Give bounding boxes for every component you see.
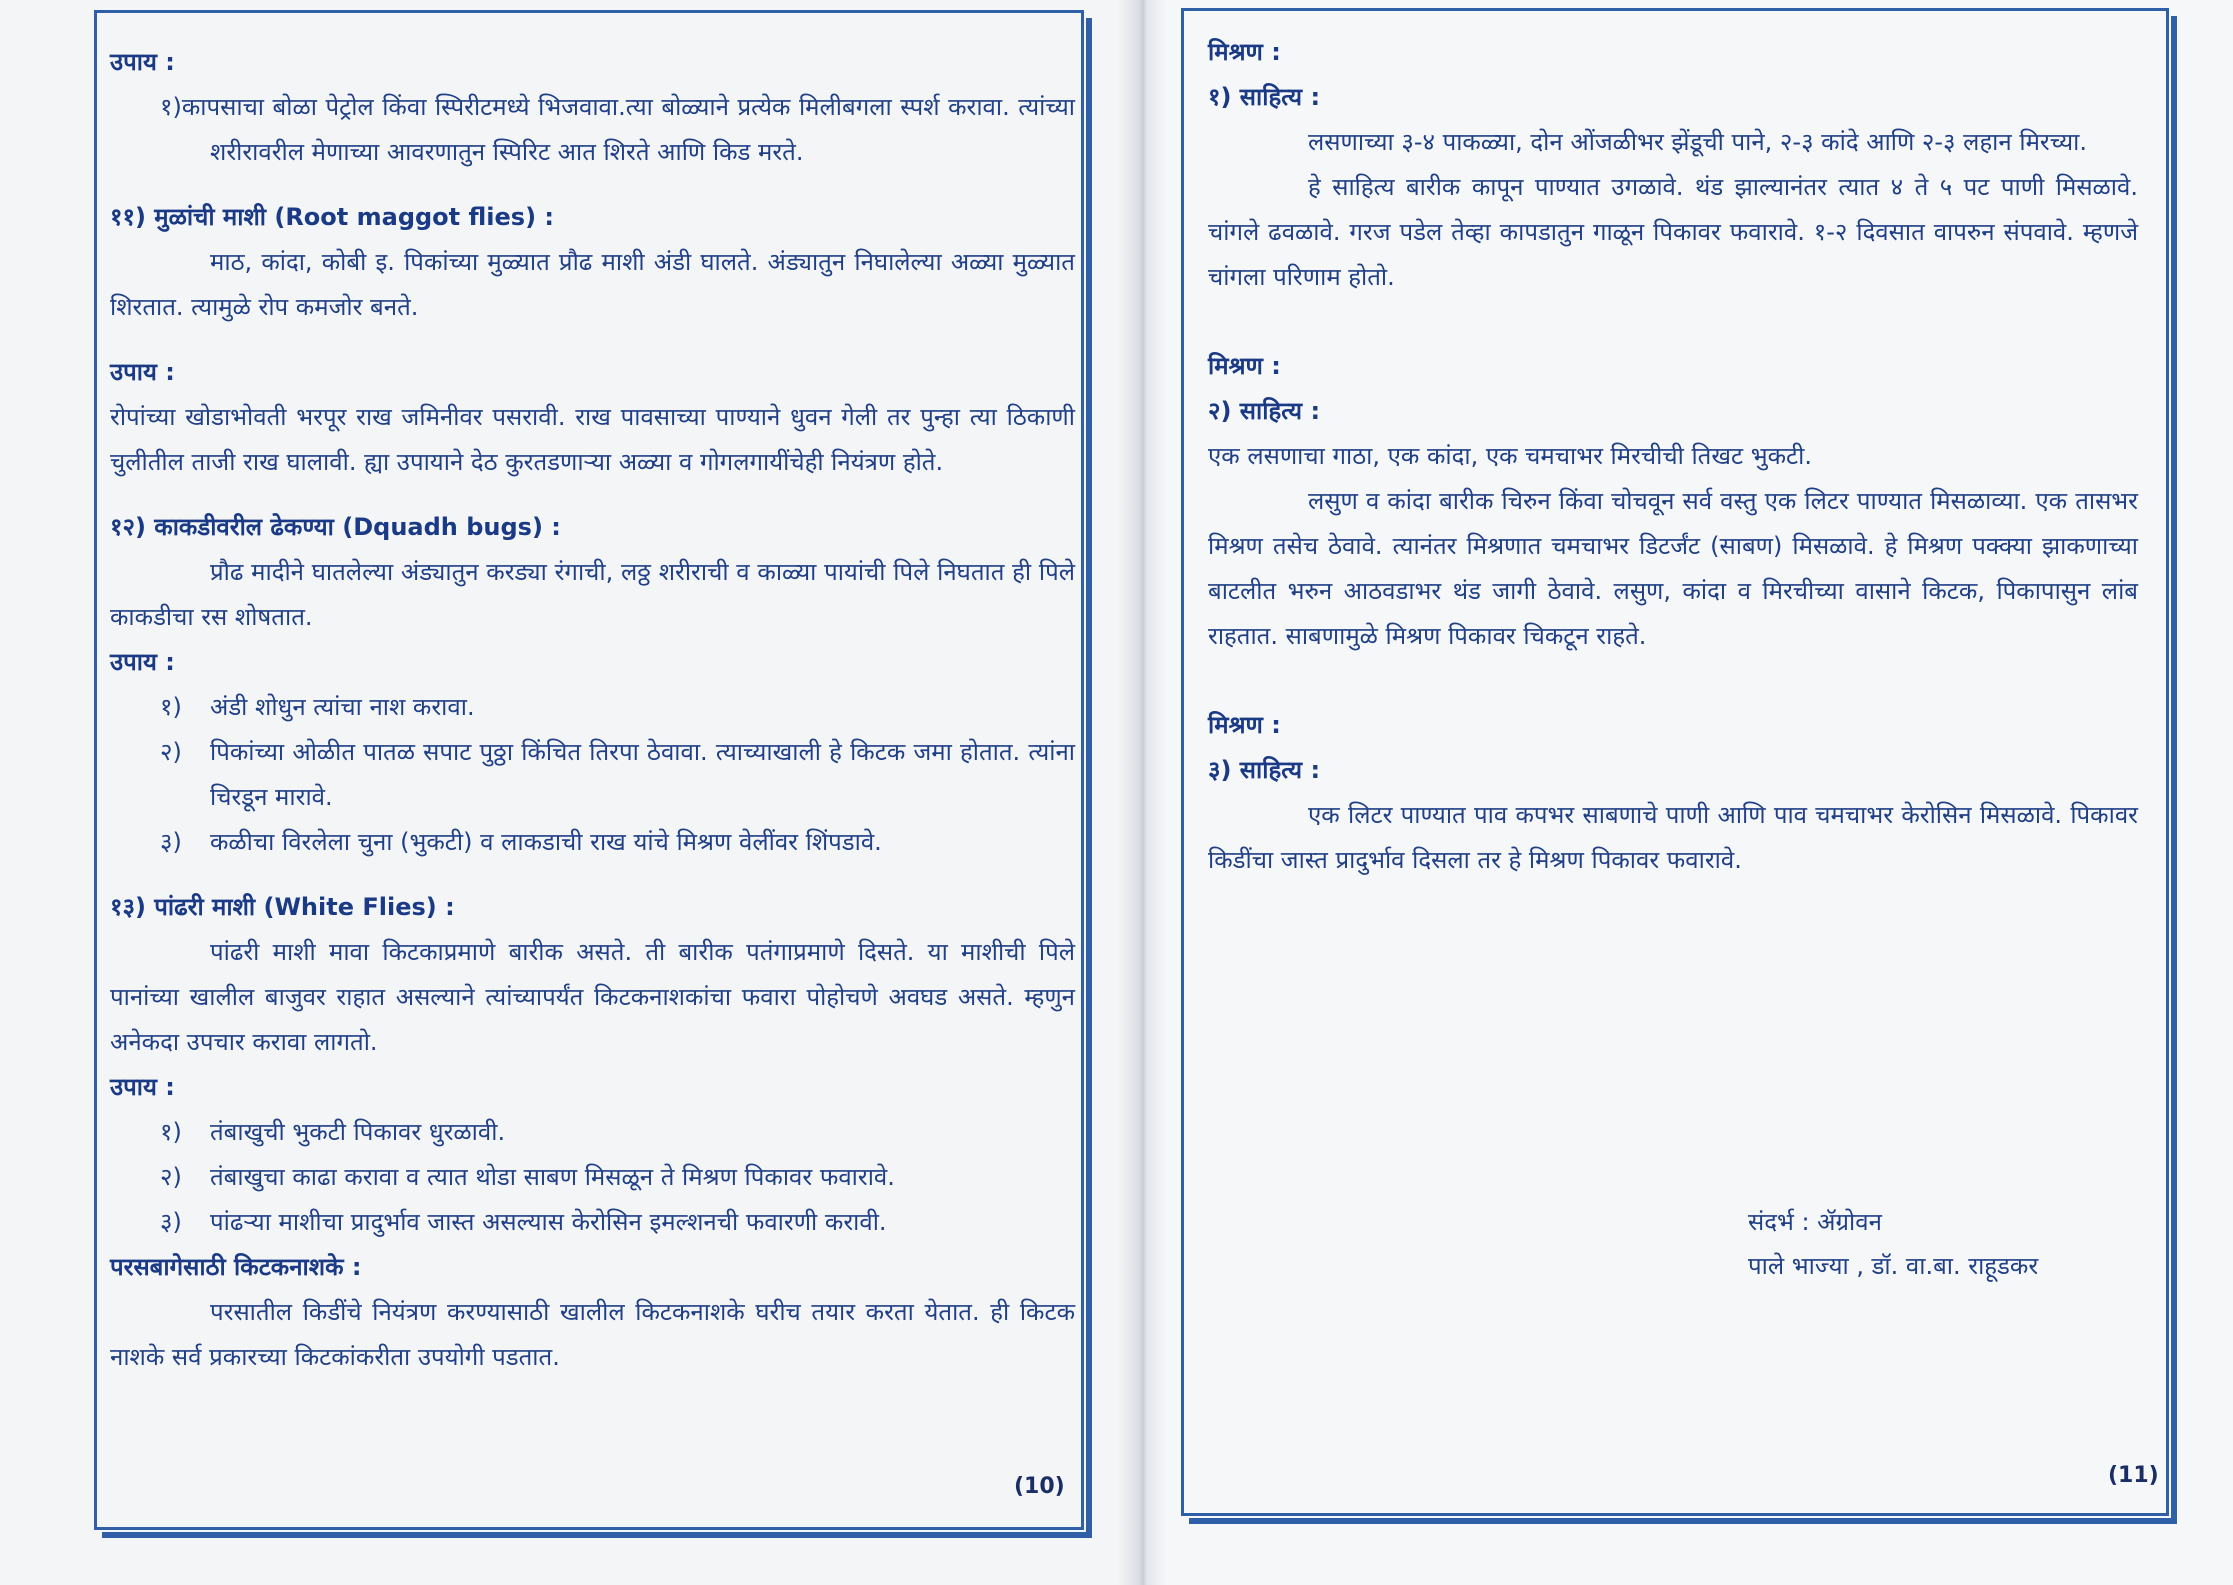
left-page-content — [110, 40, 1075, 1380]
mixture-paragraph: एक लसणाचा गाठा, एक कांदा, एक चमचाभर मिरचीची तिखट भुकटी. — [1208, 442, 1812, 470]
item-text: तंबाखुचा काढा करावा व त्यात थोडा साबण मिसळून ते मिश्रण पिकावर फवारावे. — [210, 1163, 895, 1191]
list-item — [110, 1110, 1075, 1155]
list-item — [110, 685, 1075, 730]
item-number: १) — [160, 693, 182, 721]
item-text: पिकांच्या ओळीत पातळ सपाट पुठ्ठा किंचित तिरपा ठेवावा. त्याच्याखाली हे किटक जमा होतात. त्यांना चिरडून मारावे. — [210, 738, 1075, 811]
right-page-content — [1208, 30, 2138, 883]
remedy-paragraph: रोपांच्या खोडाभोवती भरपूर राख जमिनीवर पसरावी. राख पावसाच्या पाण्याने धुवन गेली तर पुन्हा त्या ठिकाणी चुलीतील ताजी राख घालावी. ह्या उपायाने देठ कुरतडणाऱ्या अळ्या व गोगलगायींचेही नियंत्रण होते. — [110, 403, 1075, 476]
item-number: ३) — [160, 828, 182, 856]
item-number: २) — [160, 738, 182, 766]
mixture-paragraph: लसणाच्या ३-४ पाकळ्या, दोन ओंजळीभर झेंडूची पाने, २-३ कांदे आणि २-३ लहान मिरच्या. — [1308, 128, 2088, 156]
remedy-list — [110, 1110, 1075, 1245]
mixture-subtitle: २) साहित्य : — [1208, 397, 1321, 425]
item-text: कापसाचा बोळा पेट्रोल किंवा स्पिरीटमध्ये भिजवावा.त्या बोळ्याने प्रत्येक मिलीबगला स्पर्श करावा. त्यांच्या शरीरावरील मेणाच्या आवरणातुन स्पिरिट आत शिरते आणि किड मरते. — [181, 93, 1075, 166]
item-text: तंबाखुची भुकटी पिकावर धुरळावी. — [210, 1118, 506, 1146]
page-number: (11) — [2108, 1463, 2159, 1488]
item-text: अंडी शोधुन त्यांचा नाश करावा. — [210, 693, 475, 721]
item-number: ३) — [160, 1208, 182, 1236]
mixture-title: मिश्रण : — [1208, 711, 1281, 739]
reference-block — [1748, 1200, 2038, 1288]
remedy-list — [110, 685, 1075, 865]
mixture-title: मिश्रण : — [1208, 38, 1281, 66]
mixture-paragraph: हे साहित्य बारीक कापून पाण्यात उगळावे. थंड झाल्यानंतर त्यात ४ ते ५ पट पाणी मिसळावे. चांगले ढवळावे. गरज पडेल तेव्हा कापडातुन गाळून पिकावर फवारावे. १-२ दिवसात वापरुन संपवावे. म्हणजे चांगला परिणाम होतो. — [1208, 173, 2138, 291]
section-title-white-flies: १३) पांढरी माशी (White Flies) : — [110, 893, 455, 921]
section-paragraph: माठ, कांदा, कोबी इ. पिकांच्या मुळ्यात प्रौढ माशी अंडी घालते. अंड्यातुन निघालेल्या अळ्या मुळ्यात शिरतात. त्यामुळे रोप कमजोर बनते. — [110, 248, 1075, 321]
list-item — [110, 820, 1075, 865]
remedy-heading: उपाय : — [110, 358, 175, 386]
list-item — [110, 730, 1075, 820]
list-item — [110, 1155, 1075, 1200]
remedy-paragraph — [110, 85, 1075, 175]
section-paragraph: परसातील किडींचे नियंत्रण करण्यासाठी खालील किटकनाशके घरीच तयार करता येतात. ही किटक नाशके सर्व प्रकारच्या किटकांकरीता उपयोगी पडतात. — [110, 1298, 1075, 1371]
remedy-heading: उपाय : — [110, 648, 175, 676]
section-title-home-insecticides: परसबागेसाठी किटकनाशके : — [110, 1253, 362, 1281]
remedy-heading: उपाय : — [110, 48, 175, 76]
remedy-heading: उपाय : — [110, 1073, 175, 1101]
section-title-root-maggot: ११) मुळांची माशी (Root maggot flies) : — [110, 203, 554, 231]
mixture-paragraph: एक लिटर पाण्यात पाव कपभर साबणाचे पाणी आणि पाव चमचाभर केरोसिन मिसळावे. पिकावर किडींचा जास्त प्रादुर्भाव दिसला तर हे मिश्रण पिकावर फवारावे. — [1208, 801, 2138, 874]
item-text: पांढऱ्या माशीचा प्रादुर्भाव जास्त असल्यास केरोसिन इमल्शनची फवारणी करावी. — [210, 1208, 887, 1236]
section-title-cucumber-bugs: १२) काकडीवरील ढेकण्या (Dquadh bugs) : — [110, 513, 561, 541]
item-number: १) — [160, 93, 182, 121]
mixture-title: मिश्रण : — [1208, 352, 1281, 380]
list-item — [110, 1200, 1075, 1245]
page-number: (10) — [1014, 1474, 1065, 1499]
reference-source: संदर्भ : ॲग्रोवन — [1748, 1208, 1882, 1236]
section-paragraph: पांढरी माशी मावा किटकाप्रमाणे बारीक असते. ती बारीक पतंगाप्रमाणे दिसते. या माशीची पिले पानांच्या खालील बाजुवर राहात असल्याने त्यांच्यापर्यंत किटकनाशकांचा फवारा पोहोचणे अवघड असते. म्हणुन अनेकदा उपचार करावा लागतो. — [110, 938, 1075, 1056]
mixture-subtitle: १) साहित्य : — [1208, 83, 1321, 111]
mixture-paragraph: लसुण व कांदा बारीक चिरुन किंवा चोचवून सर्व वस्तु एक लिटर पाण्यात मिसळाव्या. एक तासभर मिश्रण तसेच ठेवावे. त्यानंतर मिश्रणात चमचाभर डिटर्जंट (साबण) मिसळावे. हे मिश्रण पक्क्या झाकणाच्या बाटलीत भरुन आठवडाभर थंड जागी ठेवावे. लसुण, कांदा व मिरचीच्या वासाने किटक, पिकापासुन लांब राहतात. साबणामुळे मिश्रण पिकावर चिकटून राहते. — [1208, 487, 2138, 650]
item-text: कळीचा विरलेला चुना (भुकटी) व लाकडाची राख यांचे मिश्रण वेलींवर शिंपडावे. — [210, 828, 882, 856]
mixture-subtitle: ३) साहित्य : — [1208, 756, 1321, 784]
item-number: १) — [160, 1118, 182, 1146]
book-gutter — [1118, 0, 1166, 1585]
reference-book: पाले भाज्या , डॉ. वा.बा. राहूडकर — [1748, 1252, 2039, 1280]
section-paragraph: प्रौढ मादीने घातलेल्या अंड्यातुन करड्या रंगाची, लठ्ठ शरीराची व काळ्या पायांची पिले निघतात ही पिले काकडीचा रस शोषतात. — [110, 558, 1075, 631]
item-number: २) — [160, 1163, 182, 1191]
